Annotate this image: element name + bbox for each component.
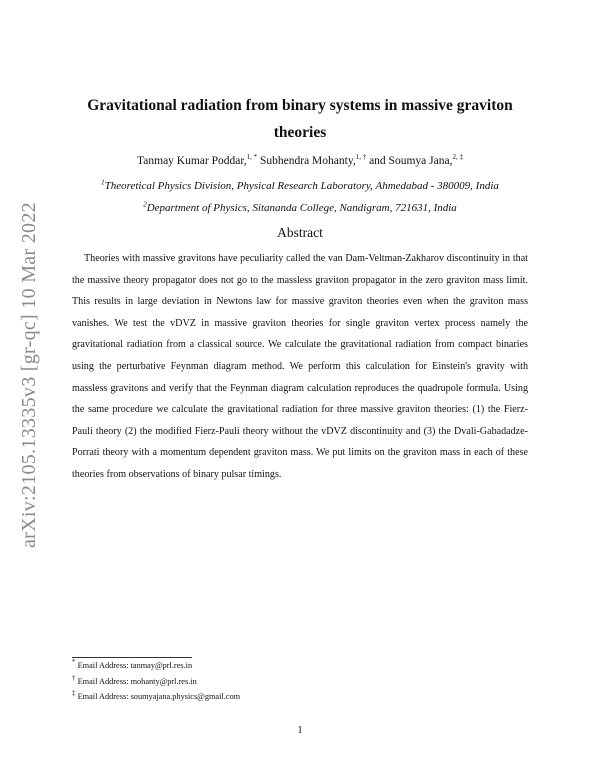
footnote-text: Email Address: tanmay@prl.res.in — [77, 661, 193, 670]
footnote-rule — [72, 657, 192, 658]
footnote — [72, 658, 193, 670]
affiliation-text: Department of Physics, Sitananda College, Nandigram, 721631, India — [146, 202, 457, 214]
author-name: Tanmay Kumar Poddar, — [137, 155, 247, 167]
footnote-mark: ‡ — [72, 689, 76, 698]
affiliation — [40, 202, 560, 214]
abstract-text: Theories with massive gravitons have peculiarity called the van Dam-Veltman-Zakharov discontinuity in that the massive theory propagator does not go to the massless graviton propagator in the zero graviton mass limit. This results in large deviation in Newtons law for massive graviton theories even when the graviton mass vanishes. We test the vDVZ in massive graviton theories for single graviton vertex process namely the gravitational radiation from a classical source. We calculate the gravitational radiation from compact binaries using the perturbative Feynman diagram method. We perform this calculation for Einstein's gravity with massless gravitons and verify that the Feynman diagram calculation reproduces the quadrupole formula. Using the same procedure we calculate the gravitational radiation for three massive graviton theories: (1) the Fierz-Pauli theory (2) the modified Fierz-Pauli theory without the vDVZ discontinuity and (3) the Dvali-Gabadadze-Porrati theory with a momentum dependent graviton mass. We put limits on the graviton mass in each of these theories from observations of binary pulsar timings. — [72, 253, 528, 480]
author-mark: 1, † — [355, 153, 367, 162]
footnote-text: Email Address: soumyajana.physics@gmail.com — [77, 692, 241, 701]
author-name: and Soumya Jana, — [369, 155, 453, 167]
page-number: 1 — [297, 725, 303, 736]
author-mark: 2, ‡ — [452, 153, 463, 162]
footnote-text: Email Address: mohanty@prl.res.in — [77, 677, 197, 686]
affiliation-text: Theoretical Physics Division, Physical Research Laboratory, Ahmedabad - 380009, India — [104, 180, 499, 192]
footnote — [72, 674, 197, 686]
affiliation-mark: 1 — [101, 178, 105, 187]
abstract-heading: Abstract — [277, 225, 323, 240]
arxiv-identifier: arXiv:2105.13335v3 [gr-qc] 10 Mar 2022 — [18, 202, 40, 548]
affiliation-mark: 2 — [143, 200, 147, 209]
footnote-mark: * — [72, 658, 76, 667]
author-list — [60, 155, 540, 167]
author-mark: 1, * — [246, 153, 258, 162]
affiliation — [40, 180, 560, 192]
author-name: Subhendra Mohanty, — [259, 155, 356, 167]
footnote — [72, 689, 241, 701]
paper-title: Gravitational radiation from binary systems in massive graviton theories — [87, 97, 513, 141]
footnote-mark: † — [72, 674, 76, 683]
